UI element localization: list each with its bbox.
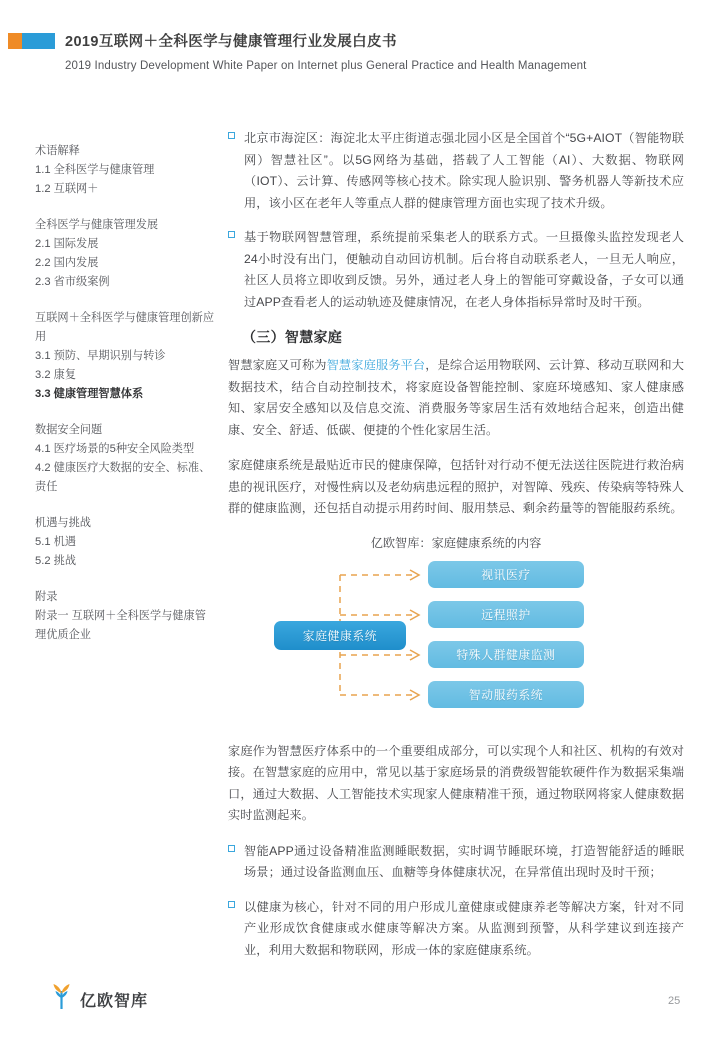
page-number: 25 <box>668 995 681 1007</box>
toc-group <box>35 588 215 645</box>
sidebar-item-3-2[interactable]: 3.2 康复 <box>35 369 77 381</box>
section-heading: （三）智慧家庭 <box>242 329 343 345</box>
diagram-node-root: 家庭健康系统 <box>274 621 406 650</box>
paragraph-family-as-component: 家庭作为智慧医疗体系中的一个重要组成部分，可以实现个人和社区、机构的有效对接。在智慧家庭的应用中，常见以基于家庭场景的消费级智能软硬件作为数据采集端口，通过大数据、人工智能技术实现家人健康精准干预，通过物联网将家人健康数据实时监测起来。 <box>228 743 684 822</box>
main-content <box>228 128 684 974</box>
bullet-item <box>228 128 684 214</box>
toc-group-heading: 术语解释 <box>35 145 80 157</box>
sidebar-item-5-1[interactable]: 5.1 机遇 <box>35 536 77 548</box>
bullet-item <box>228 227 684 313</box>
diagram-node-leaf-1: 远程照护 <box>428 601 584 628</box>
footer-logo <box>48 982 198 1016</box>
document-title-cn: 2019互联网＋全科医学与健康管理行业发展白皮书 <box>65 34 397 50</box>
sidebar-item-appendix-1[interactable]: 附录一 互联网＋全科医学与健康管理优质企业 <box>35 610 206 641</box>
diagram-node-leaf-2: 特殊人群健康监测 <box>428 641 584 668</box>
toc-group-heading: 互联网＋全科医学与健康管理创新应用 <box>35 312 215 343</box>
bullet-item <box>228 897 684 962</box>
bullet-text: 以健康为核心，针对不同的用户形成儿童健康或健康养老等解决方案，针对不同产业形成饮食健康或水健康等解决方案。从监测到预警，从科学建议到连接产业，利用大数据和物联网，形成一体的家庭健康系统。 <box>244 899 684 957</box>
toc-group <box>35 421 215 497</box>
bullet-text: 基于物联网智慧管理，系统提前采集老人的联系方式。一旦摄像头监控发现老人24小时没有出门，便触动自动回访机制。后台将自动联系老人，一旦无人响应，社区人员将立即收到反馈。另外，通过老人身上的智能可穿戴设备，子女可以通过APP查看老人的运动轨迹及健康情况，在老人身体指标异常时及时干预。 <box>244 230 684 309</box>
yiou-wheat-logo-icon <box>48 982 76 1012</box>
toc-group <box>35 142 215 199</box>
toc-group <box>35 514 215 571</box>
highlighted-term: 智慧家庭服务平台 <box>326 358 426 372</box>
sidebar-item-2-3[interactable]: 2.3 省市级案例 <box>35 276 110 288</box>
square-bullet-icon <box>228 897 244 962</box>
paragraph-family-health-system: 家庭健康系统是最贴近市民的健康保障，包括针对行动不便无法送往医院进行救治病患的视讯医疗，对慢性病以及老幼病患远程的照护，对智障、残疾、传染病等特殊人群的健康监测，还包括自动提示用药时间、服用禁忌、剩余药量等的智能服药系统。 <box>228 458 684 515</box>
diagram-node-leaf-0: 视讯医疗 <box>428 561 584 588</box>
square-bullet-icon <box>228 841 244 884</box>
page-header <box>0 0 720 92</box>
header-blue-swatch-icon <box>22 33 55 49</box>
paragraph-text-post: ，是综合运用物联网、云计算、移动互联网和大数据技术，结合自动控制技术，将家庭设备智能控制、家庭环境感知、家人健康感知、家居安全感知以及信息交流、消费服务等家居生活有效地结合起来，创造出健康、安全、舒适、低碳、便捷的个性化家居生活。 <box>228 358 684 437</box>
toc-group-heading: 全科医学与健康管理发展 <box>35 219 159 231</box>
paragraph-smart-home-definition <box>228 355 684 441</box>
toc-group <box>35 216 215 292</box>
header-orange-swatch-icon <box>8 33 22 49</box>
square-bullet-icon <box>228 128 244 214</box>
sidebar-item-1-1[interactable]: 1.1 全科医学与健康管理 <box>35 164 155 176</box>
sidebar-item-3-1[interactable]: 3.1 预防、早期识别与转诊 <box>35 350 166 362</box>
toc-group-heading: 附录 <box>35 591 58 603</box>
bullet-text: 智能APP通过设备精准监测睡眠数据，实时调节睡眠环境，打造智能舒适的睡眠场景；通过设备监测血压、血糖等身体健康状况，在异常值出现时及时干预； <box>244 843 684 879</box>
square-bullet-icon <box>228 227 244 313</box>
footer-logo-text: 亿欧智库 <box>80 993 149 1010</box>
paragraph-text-pre: 智慧家庭又可称为 <box>228 358 327 372</box>
sidebar-item-1-2[interactable]: 1.2 互联网＋ <box>35 183 99 195</box>
sidebar-item-2-2[interactable]: 2.2 国内发展 <box>35 257 99 269</box>
family-health-system-diagram <box>228 559 684 729</box>
toc-group-heading: 数据安全问题 <box>35 424 103 436</box>
diagram-node-leaf-3: 智动服药系统 <box>428 681 584 708</box>
sidebar-item-4-2[interactable]: 4.2 健康医疗大数据的安全、标准、责任 <box>35 462 211 493</box>
bullet-item <box>228 841 684 884</box>
sidebar-item-4-1[interactable]: 4.1 医疗场景的5种安全风险类型 <box>35 443 195 455</box>
toc-group <box>35 309 215 404</box>
table-of-contents-sidebar <box>35 142 215 662</box>
document-title-en: 2019 Industry Development White Paper on Internet plus General Practice and Health Management <box>65 60 587 72</box>
sidebar-item-3-3[interactable]: 3.3 健康管理智慧体系 <box>35 388 144 400</box>
figure-caption: 亿欧智库：家庭健康系统的内容 <box>370 535 542 550</box>
bullet-text: 北京市海淀区：海淀北太平庄街道志强北园小区是全国首个“5G+AIOT（智能物联网）智慧社区”。以5G网络为基础，搭载了人工智能（AI）、大数据、物联网（IOT）、云计算、传感网等核心技术。除实现人脸识别、警务机器人等新技术应用，该小区在老年人等重点人群的健康管理方面也实现了技术升级。 <box>244 131 684 210</box>
sidebar-item-2-1[interactable]: 2.1 国际发展 <box>35 238 99 250</box>
toc-group-heading: 机遇与挑战 <box>35 517 91 529</box>
sidebar-item-5-2[interactable]: 5.2 挑战 <box>35 555 77 567</box>
